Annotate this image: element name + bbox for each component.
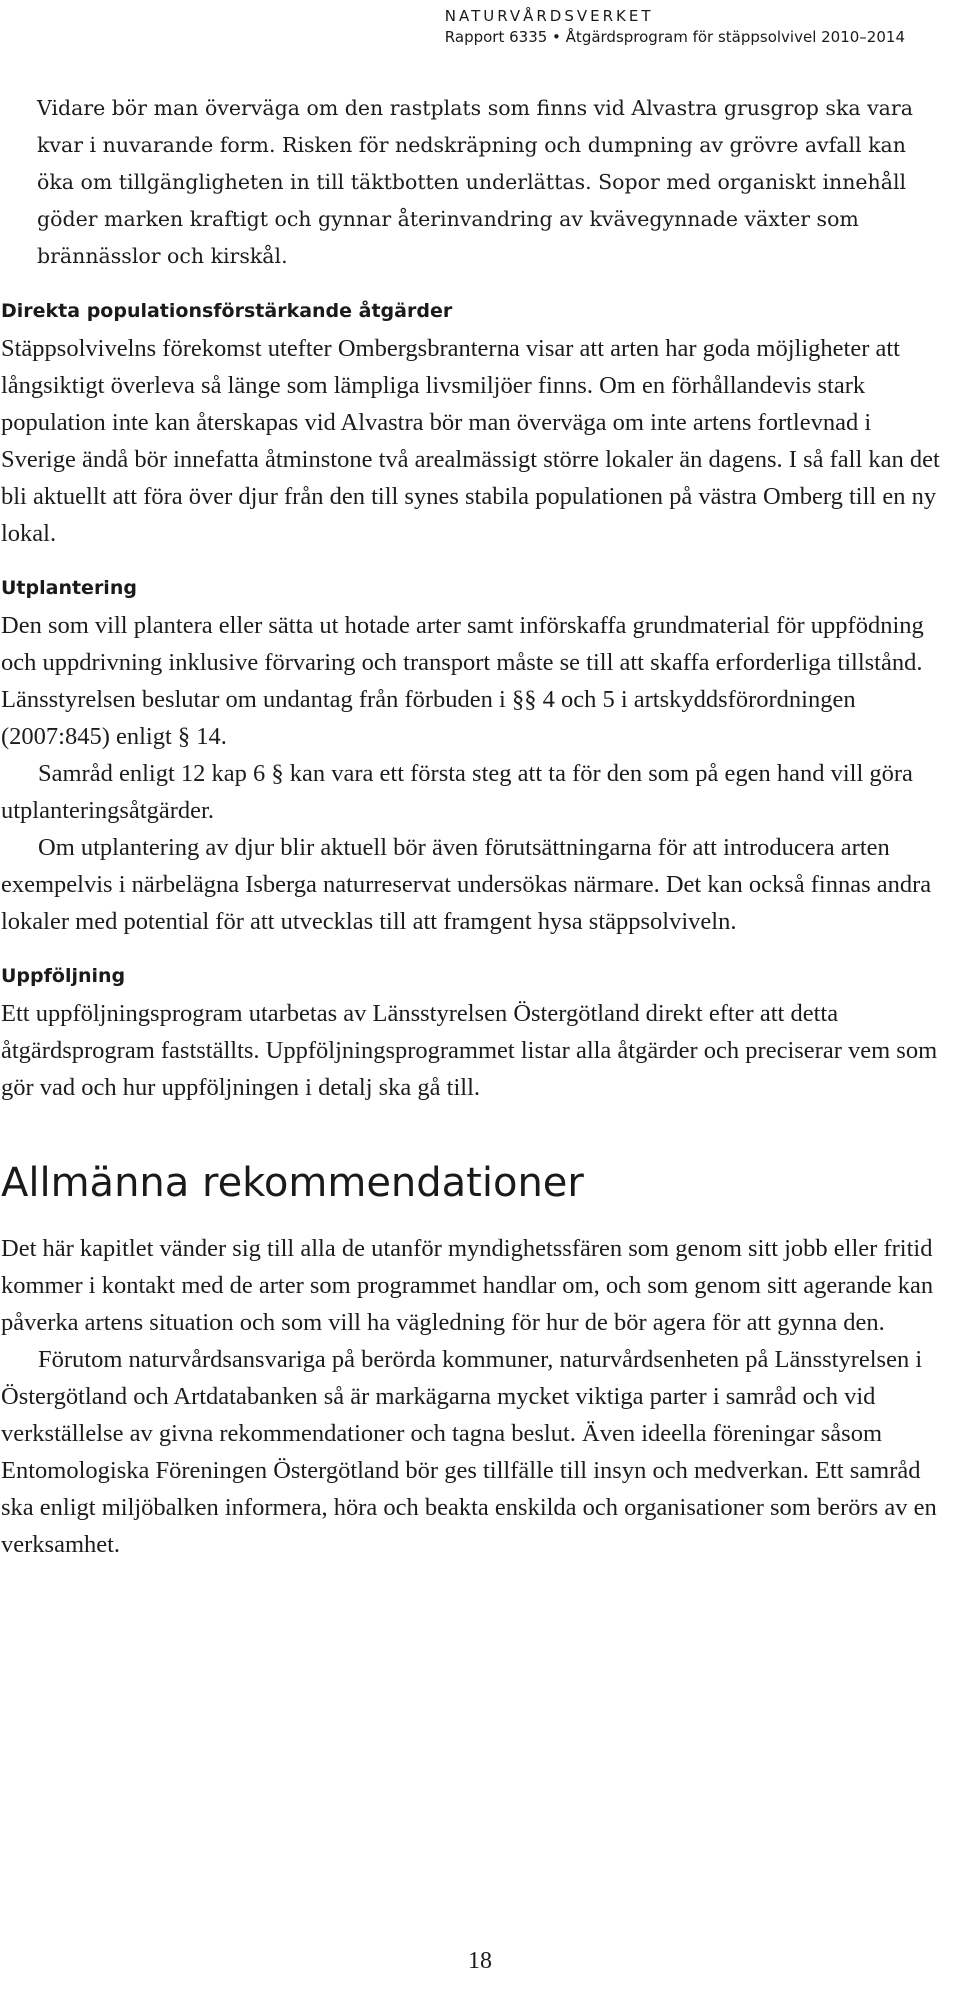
paragraph-uppfoljning: Ett uppföljningsprogram utarbetas av Länsstyrelsen Östergötland direkt efter att detta åtgärdsprogram fastställts. Uppföljningsprogrammet listar alla åtgärder och preciserar vem som gör vad och hur uppföljningen i detalj ska gå till. [1, 1000, 938, 1101]
heading-direkta: Direkta populationsförstärkande åtgärder [1, 300, 453, 322]
paragraph-direkta: Stäppsolvivelns förekomst utefter Ombergsbranterna visar att arten har goda möjligheter att långsiktigt överleva så länge som lämpliga livsmiljöer finns. Om en förhållandevis stark population inte kan återskapas vid Alvastra bör man överväga om inte artens fortlevnad i Sverige ändå bör innefatta åtminstone två arealmässigt större lokaler än dagens. I så fall kan det bli aktuellt att föra över djur från den till synes stabila populationen på västra Omberg till en ny lokal. [1, 335, 940, 547]
paragraph-utplantering-1: Den som vill plantera eller sätta ut hotade arter samt införskaffa grundmaterial för uppfödning och uppdrivning inklusive förvaring och transport måste se till att skaffa erforderliga tillstånd. Länsstyrelsen beslutar om undantag från förbuden i §§ 4 och 5 i artskyddsförordningen (2007:845) enligt § 14. [1, 612, 924, 750]
paragraph-utplantering-2: Samråd enligt 12 kap 6 § kan vara ett första steg att ta för den som på egen hand vill göra utplanteringsåtgärder. [1, 760, 913, 824]
heading-uppfoljning: Uppföljning [1, 965, 126, 987]
heading-utplantering: Utplantering [1, 577, 137, 599]
header-org: NATURVÅRDSVERKET [444, 7, 654, 25]
chapter-title: Allmänna rekommendationer [1, 1160, 584, 1206]
paragraph-chapter-1: Det här kapitlet vänder sig till alla de utanför myndighetssfären som genom sitt jobb eller fritid kommer i kontakt med de arter som programmet handlar om, och som genom sitt agerande kan påverka artens situation och som vill ha vägledning för hur de bör agera för att gynna den. [1, 1235, 934, 1336]
page-number: 18 [468, 1948, 492, 1974]
header-report-title: Rapport 6335 • Åtgärdsprogram för stäppsolvivel 2010–2014 [444, 28, 905, 46]
paragraph-chapter-2: Förutom naturvårdsansvariga på berörda kommuner, naturvårdsenheten på Länsstyrelsen i Östergötland och Artdatabanken så är markägarna mycket viktiga parter i samråd och vid verkställelse av givna rekommendationer och tagna beslut. Även ideella föreningar såsom Entomologiska Föreningen Östergötland bör ges tillfälle till insyn och medverkan. Ett samråd ska enligt miljöbalken informera, höra och beakta enskilda och organisationer som berörs av en verksamhet. [1, 1346, 937, 1558]
paragraph-utplantering-3: Om utplantering av djur blir aktuell bör även förutsättningarna för att introducera arten exempelvis i närbelägna Isberga naturreservat undersökas närmare. Det kan också finnas andra lokaler med potential för att utvecklas till att framgent hysa stäppsolviveln. [1, 834, 932, 935]
intro-paragraph: Vidare bör man överväga om den rastplats som finns vid Alvastra grusgrop ska vara kvar i nuvarande form. Risken för nedskräpning och dumpning av grövre avfall kan öka om tillgängligheten in till täktbotten underlättas. Sopor med organiskt innehåll göder marken kraftigt och gynnar återinvandring av kvävegynnade växter som brännässlor och kirskål. [37, 96, 913, 268]
running-header [445, 6, 905, 48]
page-content [0, 90, 960, 1563]
